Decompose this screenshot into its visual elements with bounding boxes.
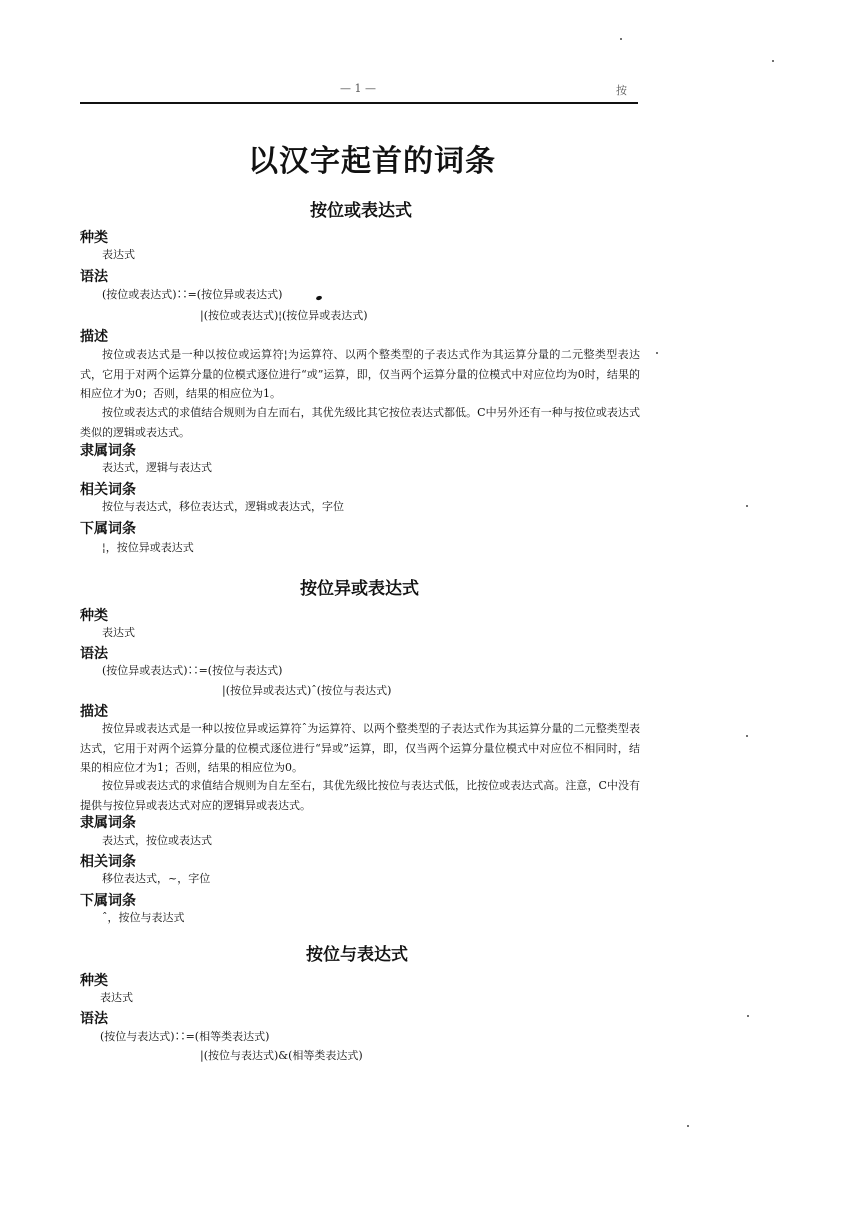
entry-title: 按位与表达式 — [306, 945, 408, 965]
syntax-line: |(按位或表达式)¦(按位异或表达式) — [200, 309, 368, 322]
syntax-line: (按位与表达式)∷=(相等类表达式) — [100, 1030, 270, 1043]
description-paragraph: 按位或表达式是一种以按位或运算符¦为运算符、以两个整类型的子表达式作为其运算分量的二元整类型表达式，它用于对两个运算分量的位模式逐位进行“或”运算，即，仅当两个运算分量的位模式中对应位均为0时，结果的相应位才为0；否则，结果的相应位为1。 — [80, 348, 640, 400]
section-heading-description: 描述 — [80, 704, 108, 720]
kind-text: 表达式 — [102, 248, 135, 261]
description-paragraph: 按位异或表达式的求值结合规则为自左至右，其优先级比按位与表达式低，比按位或表达式高。注意，C中没有提供与按位异或表达式对应的逻辑异或表达式。 — [80, 779, 640, 812]
scan-speck — [746, 735, 748, 737]
sub-text: ¦，按位异或表达式 — [102, 541, 194, 554]
kind-text: 表达式 — [102, 626, 135, 639]
syntax-line: (按位异或表达式)∷=(按位与表达式) — [102, 664, 283, 677]
section-heading-sub: 下属词条 — [80, 893, 136, 909]
belongs-text: 表达式，按位或表达式 — [102, 834, 212, 847]
section-heading-syntax: 语法 — [80, 1011, 108, 1027]
section-mark: 按 — [616, 84, 627, 97]
sub-text: ˆ，按位与表达式 — [102, 911, 185, 924]
scan-speck — [746, 505, 748, 507]
ink-blot — [315, 295, 322, 301]
section-heading-sub: 下属词条 — [80, 521, 136, 537]
syntax-line: |(按位异或表达式)ˆ(按位与表达式) — [222, 684, 392, 697]
belongs-text: 表达式，逻辑与表达式 — [102, 461, 212, 474]
scan-speck — [687, 1125, 689, 1127]
page-title: 以汉字起首的词条 — [248, 144, 496, 179]
section-heading-kind: 种类 — [80, 230, 108, 246]
page-number: — 1 — — [340, 82, 376, 95]
section-heading-related: 相关词条 — [80, 854, 136, 870]
scan-speck — [772, 60, 774, 62]
section-heading-belongs: 隶属词条 — [80, 443, 136, 459]
section-heading-description: 描述 — [80, 329, 108, 345]
section-heading-kind: 种类 — [80, 608, 108, 624]
scan-speck — [620, 38, 622, 40]
description-paragraph: 按位或表达式的求值结合规则为自左而右，其优先级比其它按位表达式都低。C中另外还有一种与按位或表达式类似的逻辑或表达式。 — [80, 406, 640, 439]
entry-title: 按位或表达式 — [310, 201, 412, 221]
section-heading-syntax: 语法 — [80, 269, 108, 285]
section-heading-belongs: 隶属词条 — [80, 815, 136, 831]
section-heading-syntax: 语法 — [80, 646, 108, 662]
kind-text: 表达式 — [100, 991, 133, 1004]
entry-title: 按位异或表达式 — [300, 579, 419, 599]
syntax-line: (按位或表达式)∷=(按位异或表达式) — [102, 288, 283, 301]
scan-speck — [656, 352, 658, 354]
section-heading-related: 相关词条 — [80, 482, 136, 498]
scan-speck — [747, 1015, 749, 1017]
section-heading-kind: 种类 — [80, 973, 108, 989]
related-text: 按位与表达式，移位表达式，逻辑或表达式，字位 — [102, 500, 344, 513]
related-text: 移位表达式，~，字位 — [102, 872, 211, 885]
header-rule — [80, 102, 638, 104]
syntax-line: |(按位与表达式)&(相等类表达式) — [200, 1049, 363, 1062]
description-paragraph: 按位异或表达式是一种以按位异或运算符ˆ为运算符、以两个整类型的子表达式作为其运算分量的二元整类型表达式，它用于对两个运算分量的位模式逐位进行“异或”运算，即，仅当两个运算分量位模式中对应位不相同时，结果的相应位才为1；否则，结果的相应位为0。 — [80, 722, 640, 774]
